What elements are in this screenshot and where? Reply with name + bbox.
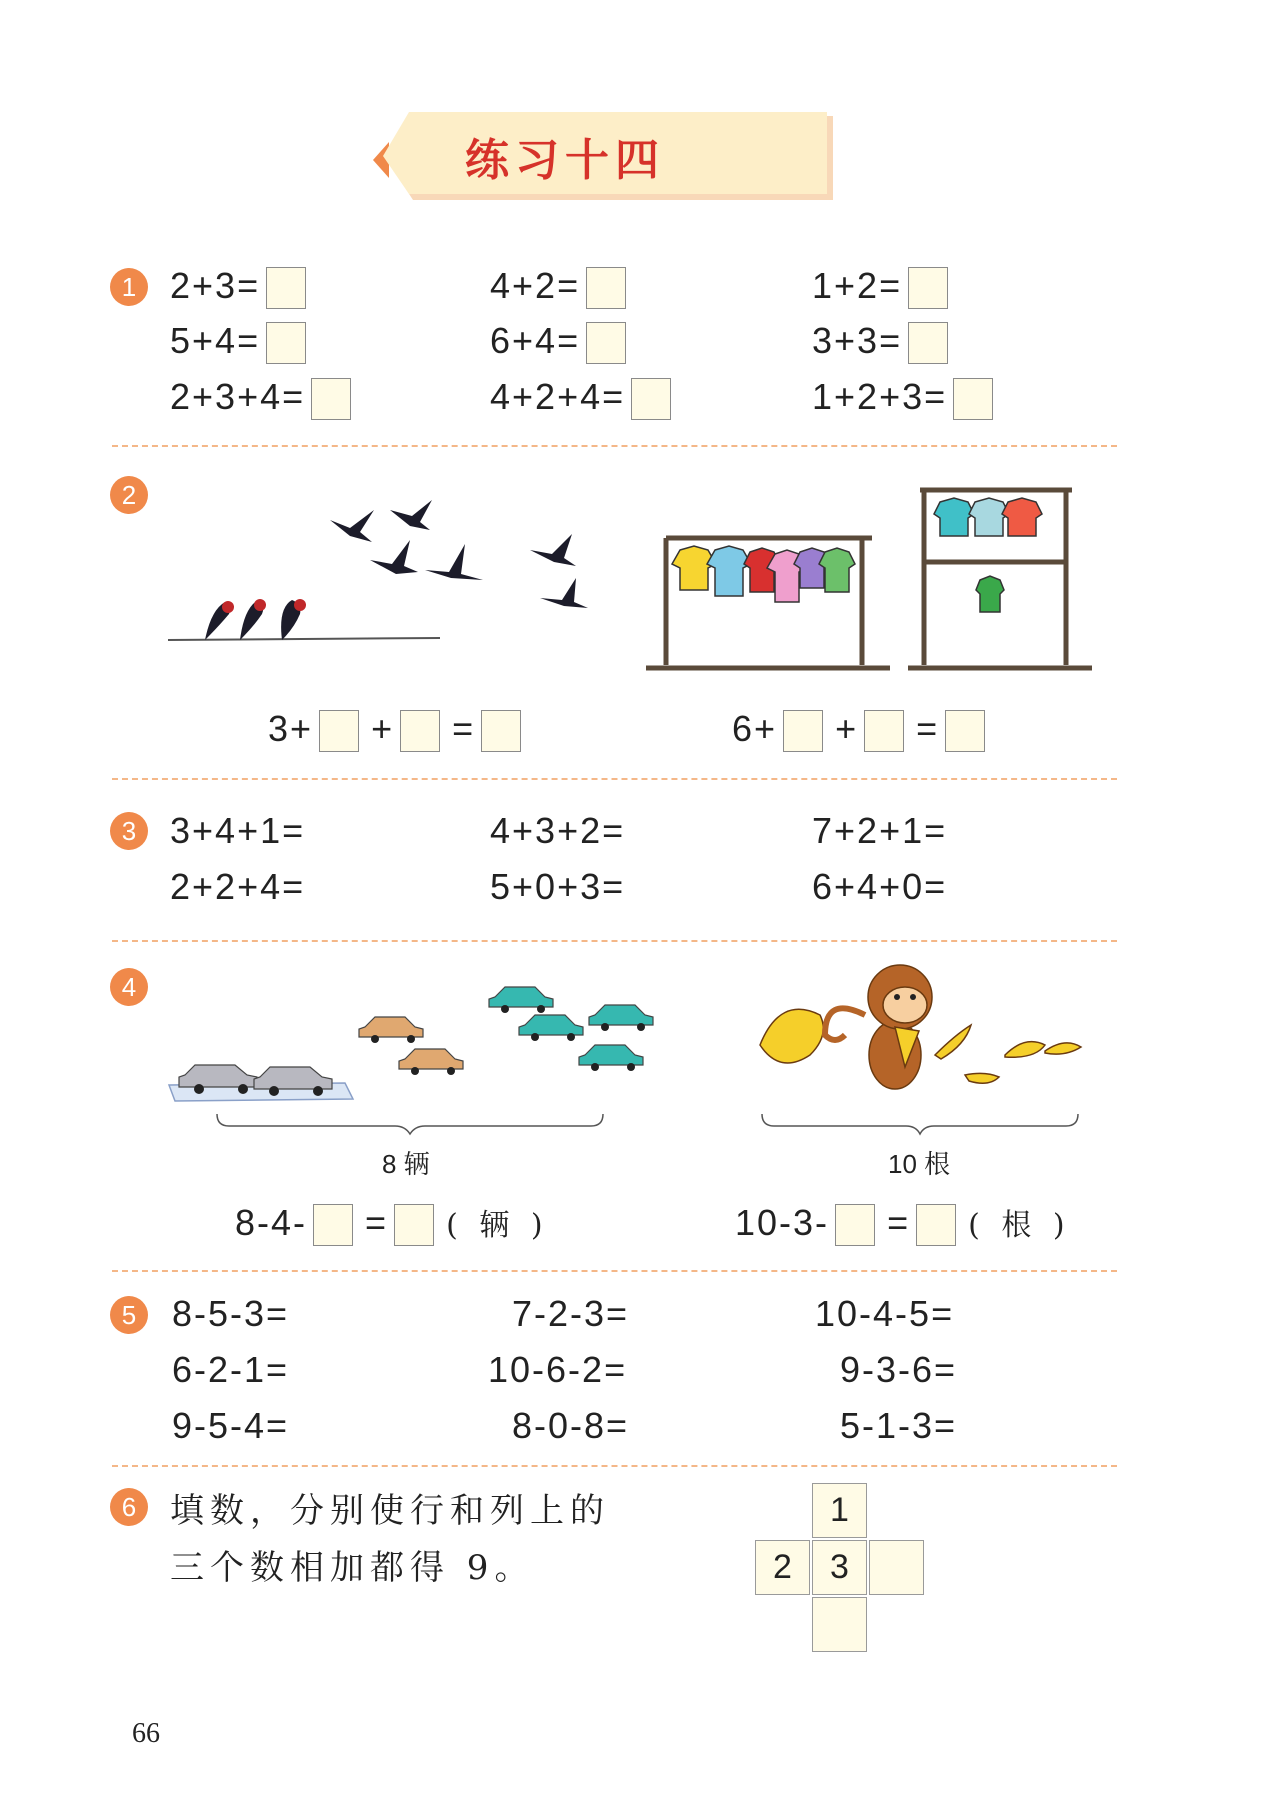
answer-box[interactable]	[400, 710, 440, 752]
answer-box[interactable]	[953, 378, 993, 420]
equation: 6+4=	[490, 320, 626, 364]
answer-box[interactable]	[266, 267, 306, 309]
instruction-line-1: 填数，分别使行和列上的	[170, 1491, 610, 1531]
page-title: 练习十四	[465, 135, 665, 186]
page-number: 66	[132, 1718, 160, 1749]
answer-box[interactable]	[481, 710, 521, 752]
clothes-rack-illustration	[640, 480, 1100, 680]
equation-clothes: 6+ + =	[732, 708, 985, 752]
grid-cell-left: 2	[755, 1540, 810, 1595]
equation-bananas: 10-3- = ( 根 )	[735, 1200, 1071, 1246]
answer-box[interactable]	[864, 710, 904, 752]
answer-box[interactable]	[908, 322, 948, 364]
equation: 4+2+4=	[490, 376, 671, 420]
brace-left	[215, 1112, 605, 1136]
section-separator	[112, 940, 1117, 942]
equation: 5-1-3=	[840, 1405, 958, 1446]
equation: 3+4+1=	[170, 810, 306, 851]
answer-box[interactable]	[783, 710, 823, 752]
answer-box[interactable]	[313, 1204, 353, 1246]
section-number-2: 2	[110, 476, 148, 514]
equation: 2+3+4=	[170, 376, 351, 420]
equation: 10-4-5=	[815, 1293, 955, 1334]
equation-cars: 8-4- = ( 辆 )	[235, 1200, 549, 1246]
answer-box[interactable]	[631, 378, 671, 420]
brace-right	[760, 1112, 1080, 1136]
equation: 5+4=	[170, 320, 306, 364]
section-separator	[112, 1465, 1117, 1467]
answer-box[interactable]	[586, 267, 626, 309]
equation: 7+2+1=	[812, 810, 948, 851]
answer-box[interactable]	[916, 1204, 956, 1246]
answer-box[interactable]	[311, 378, 351, 420]
equation: 8-0-8=	[512, 1405, 630, 1446]
section-separator	[112, 1270, 1117, 1272]
answer-box[interactable]	[266, 322, 306, 364]
equation: 1+2+3=	[812, 376, 993, 420]
grid-cell-bottom[interactable]	[812, 1597, 867, 1652]
answer-box[interactable]	[319, 710, 359, 752]
equation: 3+3=	[812, 320, 948, 364]
section-number-1: 1	[110, 268, 148, 306]
equation: 10-6-2=	[488, 1349, 628, 1390]
answer-box[interactable]	[945, 710, 985, 752]
answer-box[interactable]	[908, 267, 948, 309]
answer-box[interactable]	[835, 1204, 875, 1246]
title-banner	[365, 112, 835, 202]
equation: 4+2=	[490, 265, 626, 309]
answer-box[interactable]	[394, 1204, 434, 1246]
equation: 6+4+0=	[812, 866, 948, 907]
section-separator	[112, 445, 1117, 447]
number-cross-grid	[755, 1483, 925, 1653]
equation: 1+2=	[812, 265, 948, 309]
equation: 4+3+2=	[490, 810, 626, 851]
equation: 7-2-3=	[512, 1293, 630, 1334]
equation: 8-5-3=	[172, 1293, 290, 1334]
equation: 6-2-1=	[172, 1349, 290, 1390]
equation: 5+0+3=	[490, 866, 626, 907]
monkey-bananas-illustration	[755, 955, 1095, 1115]
grid-cell-center: 3	[812, 1540, 867, 1595]
section-separator	[112, 778, 1117, 780]
equation-birds: 3+ + =	[268, 708, 521, 752]
equation: 2+2+4=	[170, 866, 306, 907]
section-number-6: 6	[110, 1488, 148, 1526]
section-number-4: 4	[110, 968, 148, 1006]
equation: 9-5-4=	[172, 1405, 290, 1446]
swallows-illustration	[160, 490, 630, 680]
cars-total-label: 8 辆	[382, 1149, 430, 1179]
grid-cell-top: 1	[812, 1483, 867, 1538]
instruction-line-2: 三个数相加都得 9。	[170, 1548, 535, 1588]
answer-box[interactable]	[586, 322, 626, 364]
section-number-5: 5	[110, 1296, 148, 1334]
equation: 2+3=	[170, 265, 306, 309]
grid-cell-right[interactable]	[869, 1540, 924, 1595]
equation: 9-3-6=	[840, 1349, 958, 1390]
bananas-total-label: 10 根	[888, 1149, 951, 1179]
section-number-3: 3	[110, 812, 148, 850]
